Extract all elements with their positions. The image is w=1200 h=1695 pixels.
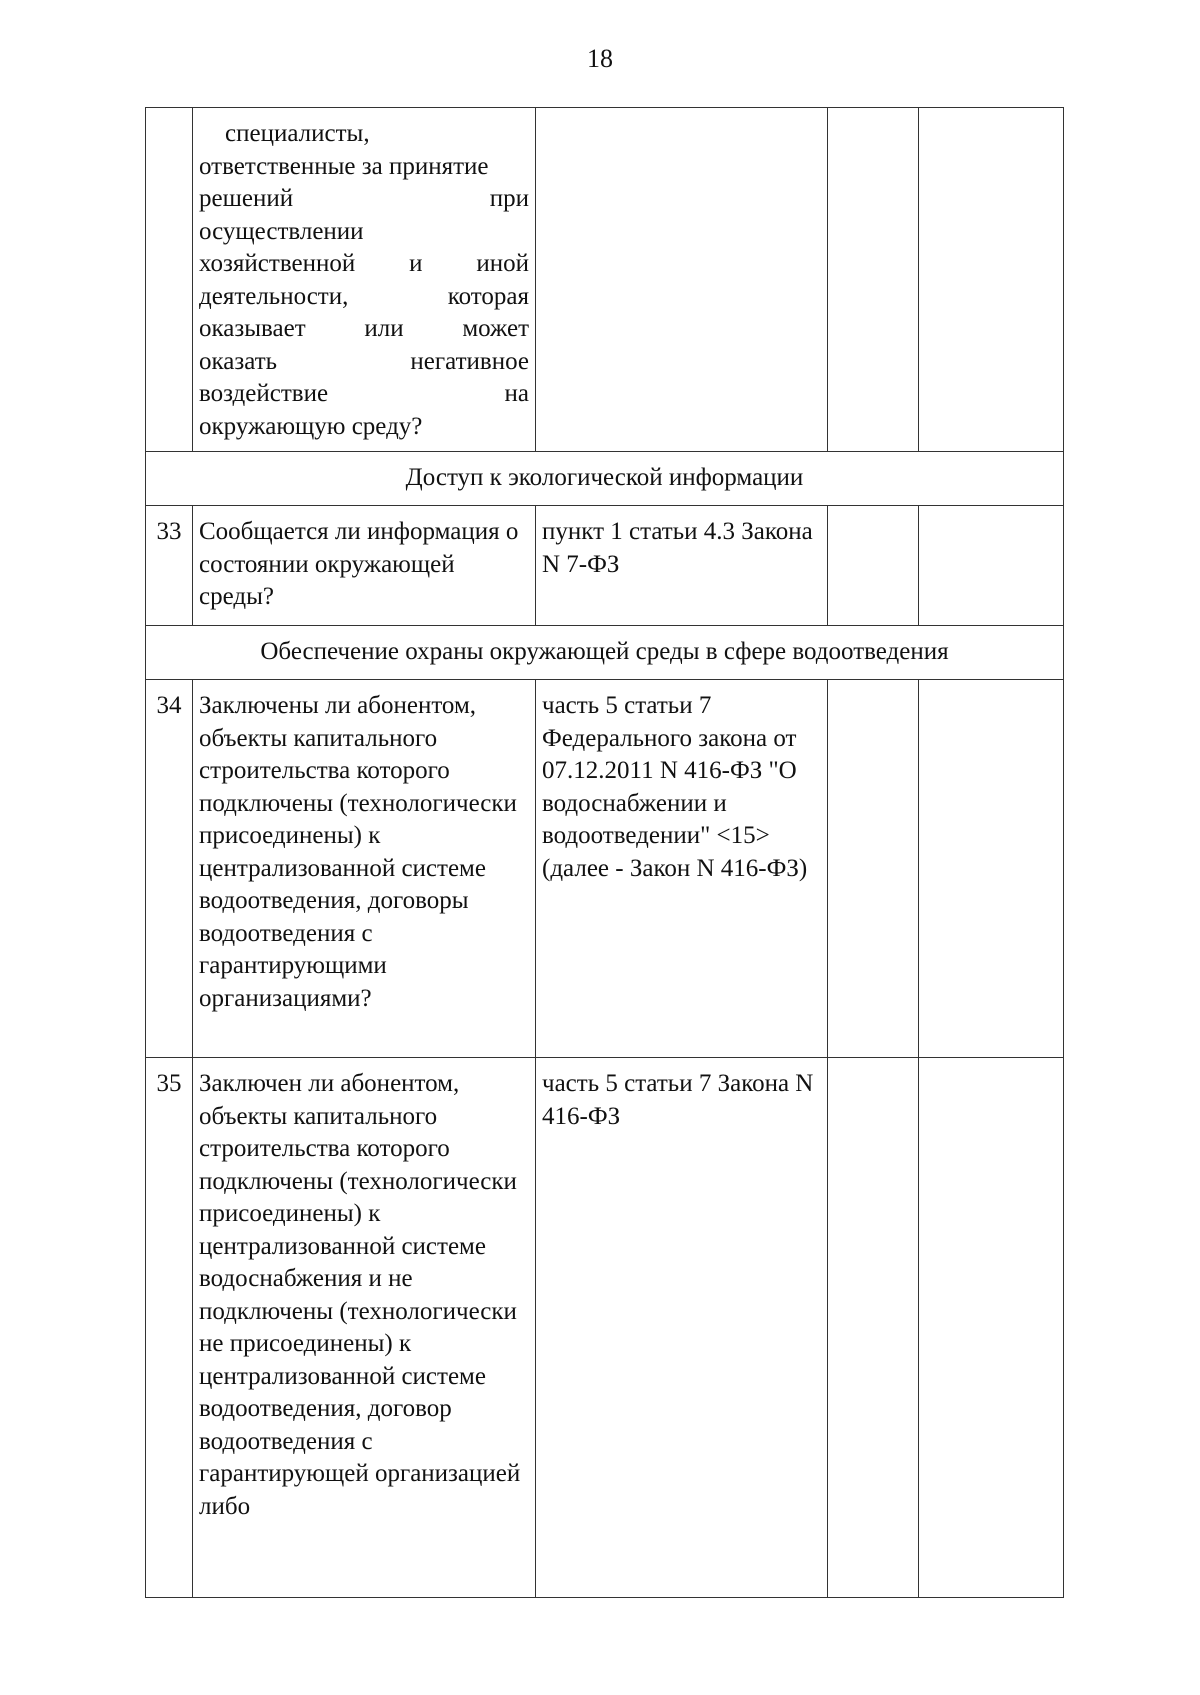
note-cell	[919, 506, 1064, 626]
question-line: ответственные за принятие	[199, 152, 489, 180]
question-cell: Заключен ли абонентом, объекты капитального строительства которого подключены (технологически присоединены) к централизованной системе водоснабжения и не подключены (технологически не присоединены) к централизованной системе водоотведения, договор водоотведения с гарантирующей организацией либо	[193, 1058, 536, 1598]
row-number-cell: 34	[146, 680, 193, 1058]
reference-cell: пункт 1 статьи 4.3 Закона N 7-ФЗ	[536, 506, 828, 626]
question-line: осуществлении	[199, 217, 364, 245]
question-line: оказывает или может	[199, 315, 529, 342]
table-row	[146, 680, 1064, 1058]
question-line: специалисты,	[225, 120, 370, 147]
reference-cell: часть 5 статьи 7 Закона N 416-ФЗ	[536, 1058, 828, 1598]
row-number-cell: 33	[146, 506, 193, 626]
question-cell: Заключены ли абонентом, объекты капитального строительства которого подключены (технологически присоединены) к централизованной системе водоотведения, договоры водоотведения с гарантирующими организациями?	[193, 680, 536, 1058]
section-row	[146, 452, 1064, 506]
section-row	[146, 626, 1064, 680]
question-line: окружающую среду?	[199, 412, 423, 440]
answer-cell	[828, 108, 919, 452]
section-title: Обеспечение охраны окружающей среды в сфере водоотведения	[146, 626, 1064, 680]
answer-cell	[828, 680, 919, 1058]
section-title: Доступ к экологической информации	[146, 452, 1064, 506]
note-cell	[919, 1058, 1064, 1598]
checklist-table	[145, 107, 1064, 1598]
reference-cell: часть 5 статьи 7 Федерального закона от 07.12.2011 N 416-ФЗ "О водоснабжении и водоотведении" <15> (далее - Закон N 416-ФЗ)	[536, 680, 828, 1058]
note-cell	[919, 108, 1064, 452]
table-row	[146, 1058, 1064, 1598]
question-line: хозяйственной и иной	[199, 250, 529, 277]
row-number-cell	[146, 108, 193, 452]
question-line: оказать негативное	[199, 347, 529, 375]
question-cell: Сообщается ли информация о состоянии окружающей среды?	[193, 506, 536, 626]
question-line: решений при	[199, 185, 529, 212]
reference-cell	[536, 108, 828, 452]
row-number-cell: 35	[146, 1058, 193, 1598]
question-line: деятельности, которая	[199, 282, 529, 310]
question-cell	[193, 108, 536, 452]
table-row	[146, 506, 1064, 626]
answer-cell	[828, 506, 919, 626]
note-cell	[919, 680, 1064, 1058]
table-row-continued	[146, 108, 1064, 452]
question-line: воздействие на	[199, 380, 529, 407]
answer-cell	[828, 1058, 919, 1598]
page-number: 18	[587, 44, 613, 73]
